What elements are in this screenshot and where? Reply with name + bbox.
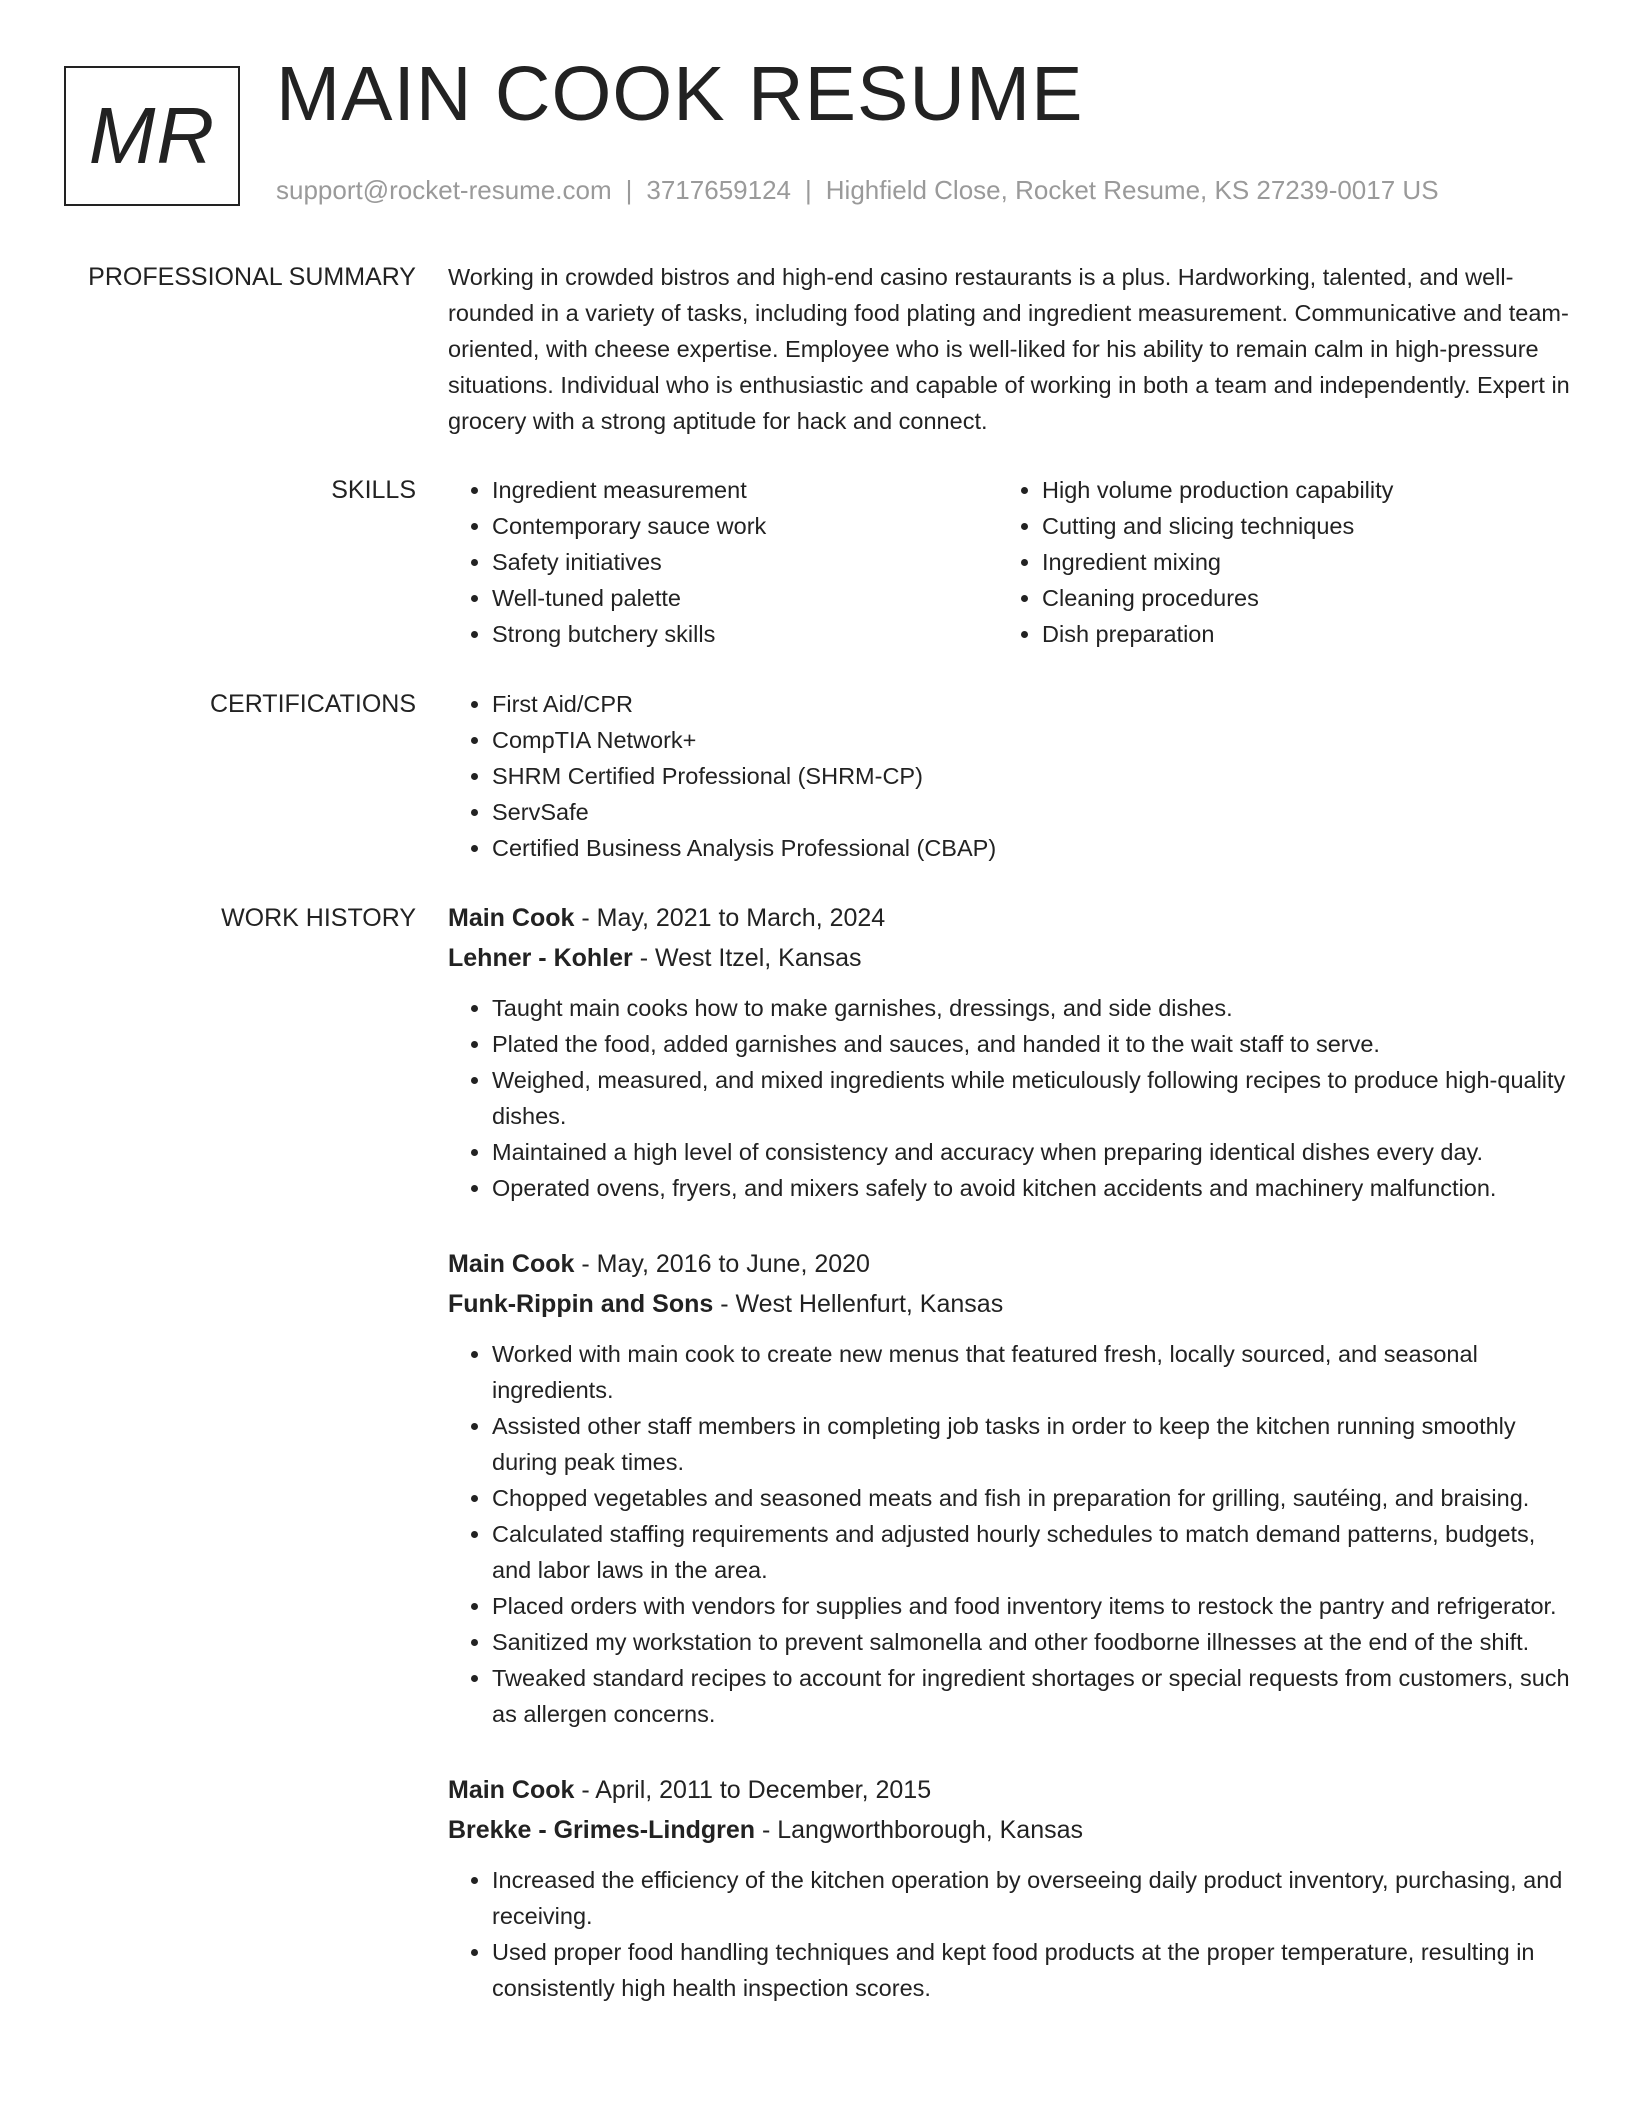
contact-separator: |: [805, 175, 812, 205]
skill-item: • Contemporary sauce work: [492, 508, 998, 544]
job-bullet: • Plated the food, added garnishes and sauces, and handed it to the wait staff to serve.: [492, 1026, 1572, 1062]
skills-column-right: [998, 472, 1548, 652]
contact-email[interactable]: support@rocket-resume.com: [276, 175, 612, 205]
certifications-body: [448, 686, 1572, 866]
job-bullet: • Operated ovens, fryers, and mixers safely to avoid kitchen accidents and machinery malfunction.: [492, 1170, 1572, 1206]
skill-item: • Cleaning procedures: [1042, 580, 1548, 616]
section-label-summary: PROFESSIONAL SUMMARY: [88, 263, 416, 291]
monogram-logo: MR: [64, 66, 240, 206]
skill-item: • Dish preparation: [1042, 616, 1548, 652]
resume-title: MAIN COOK RESUME: [276, 51, 1084, 137]
section-label-skills: SKILLS: [331, 476, 416, 504]
job-bullet: • Assisted other staff members in completing job tasks in order to keep the kitchen running smoothly during peak times.: [492, 1408, 1572, 1480]
job-bullet: • Weighed, measured, and mixed ingredients while meticulously following recipes to produce high-quality dishes.: [492, 1062, 1572, 1134]
job-title: Main Cook: [448, 1250, 575, 1278]
job-title: Main Cook: [448, 904, 575, 932]
job-bullet: • Maintained a high level of consistency and accuracy when preparing identical dishes every day.: [492, 1134, 1572, 1170]
job-dates: - May, 2021 to March, 2024: [574, 904, 886, 932]
skill-item: • Ingredient mixing: [1042, 544, 1548, 580]
job-title-line: [448, 898, 1572, 938]
job-entry: [448, 898, 1572, 1206]
job-company: Lehner - Kohler: [448, 944, 633, 972]
section-label-work-history: WORK HISTORY: [221, 904, 416, 932]
certification-item: • Certified Business Analysis Professional (CBAP): [492, 830, 1572, 866]
skills-body: [448, 472, 1572, 652]
job-title-line: [448, 1770, 1572, 1810]
job-bullet: • Tweaked standard recipes to account for ingredient shortages or special requests from customers, such as allergen concerns.: [492, 1660, 1572, 1732]
job-company: Brekke - Grimes-Lindgren: [448, 1816, 756, 1844]
job-entry: [448, 1244, 1572, 1732]
work-history-body: [448, 898, 1572, 2006]
skills-column-left: [448, 472, 998, 652]
job-bullet: • Taught main cooks how to make garnishes, dressings, and side dishes.: [492, 990, 1572, 1026]
certification-item: • ServSafe: [492, 794, 1572, 830]
skill-item: • Safety initiatives: [492, 544, 998, 580]
job-company-line: [448, 1810, 1572, 1850]
skill-item: • High volume production capability: [1042, 472, 1548, 508]
certification-item: • First Aid/CPR: [492, 686, 1572, 722]
job-bullet: • Placed orders with vendors for supplies and food inventory items to restock the pantry and refrigerator.: [492, 1588, 1572, 1624]
summary-text: Working in crowded bistros and high-end casino restaurants is a plus. Hardworking, talented, and well-rounded in a variety of tasks, including food plating and ingredient measurement. Communicative and team-oriented, with cheese expertise. Employee who is well-liked for his ability to remain calm in high-pressure situations. Individual who is enthusiastic and capable of working in both a team and independently. Expert in grocery with a strong aptitude for hack and connect.: [448, 264, 1570, 434]
job-title: Main Cook: [448, 1776, 575, 1804]
section-label-certifications: CERTIFICATIONS: [209, 690, 416, 718]
skill-item: • Ingredient measurement: [492, 472, 998, 508]
job-dates: - May, 2016 to June, 2020: [574, 1250, 870, 1278]
skill-item: • Well-tuned palette: [492, 580, 998, 616]
summary-body: [448, 259, 1572, 439]
job-company: Funk-Rippin and Sons: [448, 1290, 714, 1318]
job-bullet: • Sanitized my workstation to prevent salmonella and other foodborne illnesses at the end of the shift.: [492, 1624, 1572, 1660]
skill-item: • Cutting and slicing techniques: [1042, 508, 1548, 544]
job-location: - West Itzel, Kansas: [632, 944, 862, 972]
contact-separator: |: [625, 175, 633, 205]
job-company-line: [448, 1284, 1572, 1324]
skill-item: • Strong butchery skills: [492, 616, 998, 652]
certification-item: • SHRM Certified Professional (SHRM-CP): [492, 758, 1572, 794]
job-dates: - April, 2011 to December, 2015: [574, 1776, 932, 1804]
contact-line: [276, 175, 1439, 206]
job-bullet: • Chopped vegetables and seasoned meats and fish in preparation for grilling, sautéing, and braising.: [492, 1480, 1572, 1516]
job-bullet: • Worked with main cook to create new menus that featured fresh, locally sourced, and seasonal ingredients.: [492, 1336, 1572, 1408]
job-bullet: • Calculated staffing requirements and adjusted hourly schedules to match demand patterns, budgets, and labor laws in the area.: [492, 1516, 1572, 1588]
job-company-line: [448, 938, 1572, 978]
certification-item: • CompTIA Network+: [492, 722, 1572, 758]
contact-address: Highfield Close, Rocket Resume, KS 27239-0017 US: [825, 175, 1439, 205]
job-entry: [448, 1770, 1572, 2006]
job-location: - Langworthborough, Kansas: [755, 1816, 1084, 1844]
job-title-line: [448, 1244, 1572, 1284]
job-bullet: • Used proper food handling techniques and kept food products at the proper temperature, resulting in consistently high health inspection scores.: [492, 1934, 1572, 2006]
contact-phone[interactable]: 3717659124: [646, 175, 791, 205]
job-bullet: • Increased the efficiency of the kitchen operation by overseeing daily product inventory, purchasing, and receiving.: [492, 1862, 1572, 1934]
job-location: - West Hellenfurt, Kansas: [713, 1290, 1004, 1318]
